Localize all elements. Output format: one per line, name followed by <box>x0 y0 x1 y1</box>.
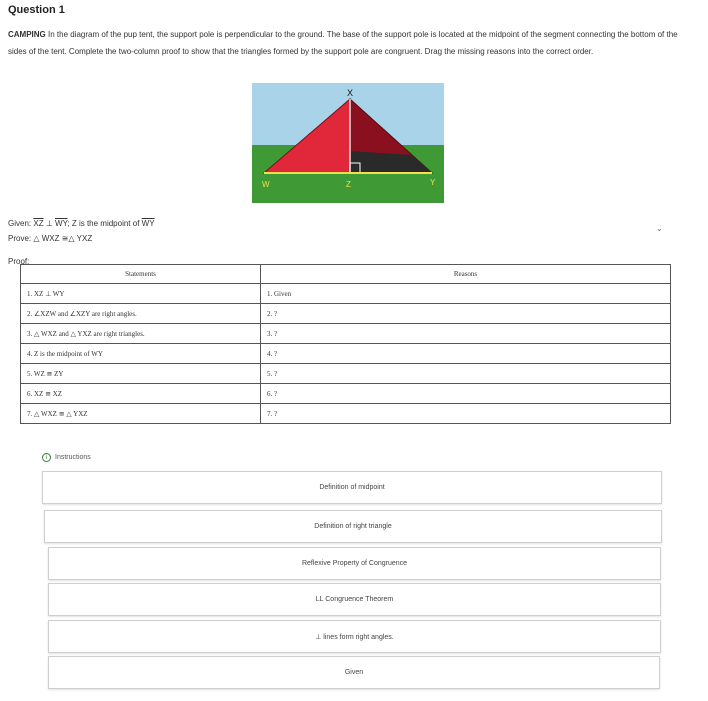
statement-cell: 7. △ WXZ ≅ △ YXZ <box>21 404 261 424</box>
choice-perpendicular-lines-right-angles[interactable]: ⊥ lines form right angles. <box>48 620 661 653</box>
statement-cell: 2. ∠XZW and ∠XZY are right angles. <box>21 304 261 324</box>
given-statement <box>8 219 155 228</box>
statement-cell: 1. XZ ⊥ WY <box>21 284 261 304</box>
label-y: Y <box>430 178 436 187</box>
perp-symbol: ⊥ <box>43 219 56 228</box>
reason-drop-target[interactable]: 5. ? <box>261 364 671 384</box>
question-prompt <box>8 26 696 60</box>
label-x: X <box>346 88 354 98</box>
reason-cell: 1. Given <box>261 284 671 304</box>
given-label: Given: <box>8 219 32 228</box>
statement-cell: 5. WZ ≅ ZY <box>21 364 261 384</box>
proof-row <box>21 324 671 344</box>
statements-header: Statements <box>21 265 261 284</box>
reason-drop-target[interactable]: 7. ? <box>261 404 671 424</box>
statement-cell: 3. △ WXZ and △ YXZ are right triangles. <box>21 324 261 344</box>
label-w: W <box>262 180 270 189</box>
proof-row <box>21 304 671 324</box>
prove-statement <box>8 234 92 243</box>
statement-cell: 6. XZ ≅ XZ <box>21 384 261 404</box>
reasons-header: Reasons <box>261 265 671 284</box>
proof-table <box>20 264 671 424</box>
label-z: Z <box>346 180 351 189</box>
info-icon: i <box>42 453 51 462</box>
proof-row <box>21 384 671 404</box>
tent-diagram <box>252 83 444 203</box>
reason-drop-target[interactable]: 2. ? <box>261 304 671 324</box>
prove-text: △ WXZ ≅△ YXZ <box>31 234 93 243</box>
choice-definition-of-right-triangle[interactable]: Definition of right triangle <box>44 510 662 543</box>
given-seg-xz: XZ <box>33 219 44 228</box>
proof-row <box>21 364 671 384</box>
given-midpoint-text: ; Z is the midpoint of <box>67 219 142 228</box>
proof-label: Proof: <box>8 257 30 266</box>
choice-ll-congruence-theorem[interactable]: LL Congruence Theorem <box>48 583 661 616</box>
proof-row <box>21 404 671 424</box>
reason-drop-target[interactable]: 4. ? <box>261 344 671 364</box>
proof-row <box>21 344 671 364</box>
instructions-label: Instructions <box>55 454 91 461</box>
choice-reflexive-property[interactable]: Reflexive Property of Congruence <box>48 547 661 580</box>
statement-cell: 4. Z is the midpoint of WY <box>21 344 261 364</box>
choice-definition-of-midpoint[interactable]: Definition of midpoint <box>42 471 662 504</box>
reason-drop-target[interactable]: 3. ? <box>261 324 671 344</box>
given-seg-wy-2: WY <box>141 219 155 228</box>
question-title: Question 1 <box>8 4 65 16</box>
prompt-text: In the diagram of the pup tent, the support pole is perpendicular to the ground. The base of the support pole is located at the midpoint of the segment connecting the bottom of the sides of the tent. Complete the two-column proof to show that the triangles formed by the support pole are congruent. Drag the missing reasons into the correct order. <box>8 30 678 56</box>
tent-diagram-svg <box>252 83 444 203</box>
prove-label: Prove: <box>8 234 32 243</box>
prompt-bold-label: CAMPING <box>8 30 46 39</box>
chevron-down-icon: ⌄ <box>656 224 663 233</box>
proof-row <box>21 284 671 304</box>
reason-drop-target[interactable]: 6. ? <box>261 384 671 404</box>
given-seg-wy: WY <box>55 219 68 228</box>
instructions-toggle[interactable] <box>42 453 91 462</box>
choice-given[interactable]: Given <box>48 656 660 689</box>
